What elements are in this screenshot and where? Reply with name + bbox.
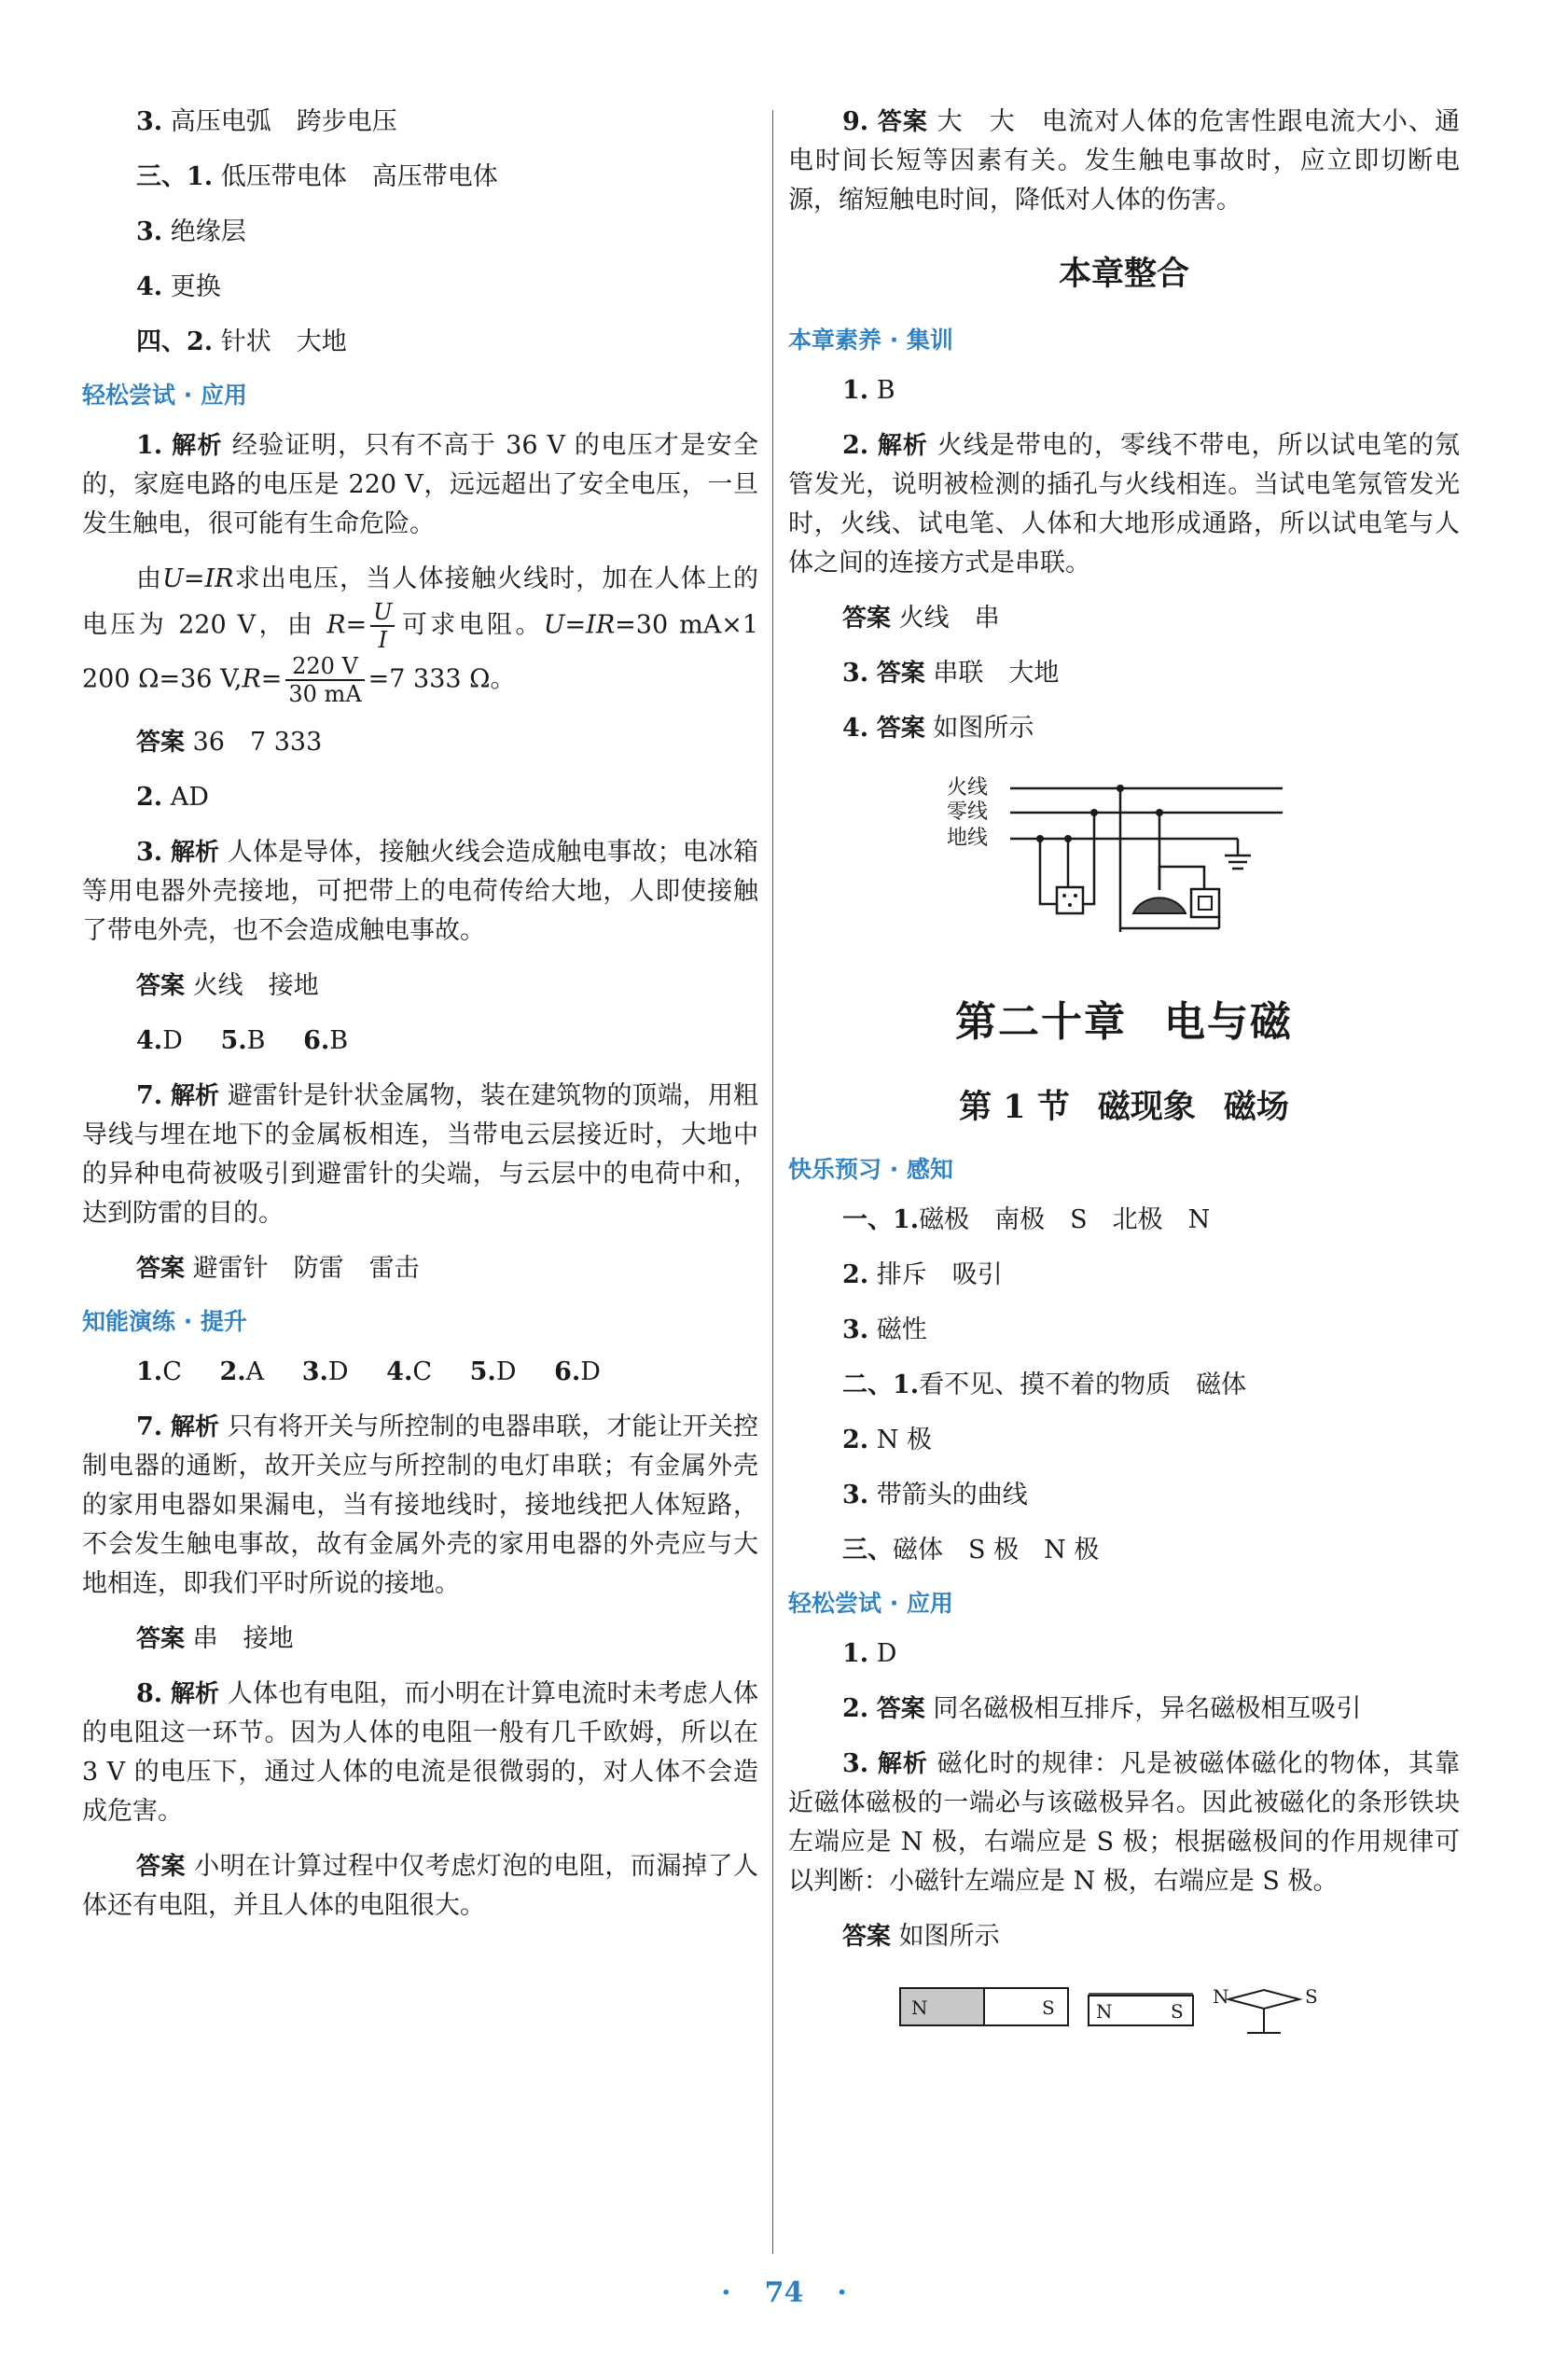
- socket: [1057, 887, 1083, 913]
- compass-needle-s-label: S: [1305, 1985, 1318, 2008]
- left-column: [82, 103, 758, 1941]
- page-number: · 74 ·: [721, 2276, 847, 2309]
- dot-icon: ·: [837, 2276, 847, 2309]
- section-heading: 本章素养 · 集训: [788, 327, 953, 354]
- practice-8-analysis: 8. 解析 人体也有电阻，而小明在计算电流时未考虑人体的电阻这一环节。因为人体的电阻一般有几千欧姆，所以在 3 V 的电压下，通过人体的电流是很微弱的，对人体不会造成危害。: [82, 1679, 758, 1826]
- live-wire-label: 火线: [947, 776, 989, 800]
- section-heading: 快乐预习 · 感知: [788, 1156, 953, 1183]
- question-3-answer: 答案 火线 接地: [136, 971, 319, 1000]
- compass-needle-n-label: N: [1213, 1985, 1229, 2008]
- magnet-diagram: [891, 1975, 1357, 2040]
- summary-4-answer: 4. 答案 如图所示: [842, 714, 1034, 743]
- fraction-u-over-i: $\frac{U}{I}$: [370, 599, 395, 653]
- iron-block-n-label: N: [1096, 2000, 1113, 2023]
- practice-7-analysis: 7. 解析 只有将开关与所控制的电器串联，才能让开关控制电器的通断，故开关应与所控制的电灯串联；有金属外壳的家用电器如果漏电，当有接地线时，接地线把人体短路，不会发生触电事故，故有金属外壳的家用电器的外壳应与大地相连，即我们平时所说的接地。: [82, 1412, 758, 1598]
- summary-1-answer: 1. B: [842, 376, 895, 405]
- column-divider: [772, 110, 773, 2254]
- section-heading: 知能演练 · 提升: [82, 1308, 247, 1335]
- question-2-answer: 2. AD: [136, 783, 209, 812]
- practice-7-answer: 答案 串 接地: [136, 1624, 294, 1653]
- iron-block-s-label: S: [1171, 2000, 1184, 2023]
- answer-line: 四、2. 针状 大地: [136, 327, 347, 356]
- answer-line: 3. 高压电弧 跨步电压: [136, 107, 397, 136]
- exercise-1-answer: 1. D: [842, 1639, 897, 1668]
- summary-2-analysis: 2. 解析 火线是带电的，零线不带电，所以试电笔的氖管发光，说明被检测的插孔与火线相连。当试电笔氖管发光时，火线、试电笔、人体和大地形成通路，所以试电笔与人体之间的连接方式是串联。: [788, 431, 1460, 577]
- preview-answer: 一、1.磁极 南极 S 北极 N: [842, 1205, 1211, 1234]
- preview-answer: 3. 带箭头的曲线: [842, 1481, 1028, 1509]
- question-7-answer: 答案 避雷针 防雷 雷击: [136, 1254, 420, 1283]
- neutral-wire-label: 零线: [947, 800, 989, 824]
- ground-wire-label: 地线: [947, 827, 989, 850]
- switch: [1199, 897, 1212, 910]
- section-heading: 轻松尝试 · 应用: [82, 382, 247, 409]
- question-3-analysis: 3. 解析 人体是导体，接触火线会造成触电事故；电冰箱等用电器外壳接地，可把带上的电荷传给大地，人即使接触了带电外壳，也不会造成触电事故。: [82, 838, 758, 945]
- section-title: 第 1 节 磁现象 磁场: [959, 1088, 1289, 1126]
- multiple-choice-answers: 1.C 2.A 3.D 4.C 5.D 6.D: [136, 1357, 601, 1386]
- preview-answer: 2. 排斥 吸引: [842, 1260, 1003, 1289]
- answer-line: 3. 绝缘层: [136, 217, 246, 246]
- dot-icon: ·: [721, 2276, 731, 2309]
- lamp: [1133, 897, 1186, 913]
- preview-answer: 2. N 极: [842, 1426, 932, 1454]
- exercise-3-answer: 答案 如图所示: [842, 1922, 1000, 1951]
- household-circuit-diagram: [937, 764, 1311, 932]
- answer-line: 4. 更换: [136, 272, 221, 301]
- section-heading: 轻松尝试 · 应用: [788, 1590, 953, 1617]
- question-1-analysis: 1. 解析 经验证明，只有不高于 36 V 的电压才是安全的，家庭电路的电压是 220 V，远远超出了安全电压，一旦发生触电，很可能有生命危险。: [82, 431, 758, 538]
- questions-4-6-answers: 4.D 5.B 6.B: [136, 1026, 349, 1055]
- preview-answer: 三、磁体 S 极 N 极: [842, 1536, 1100, 1565]
- right-column: [788, 103, 1460, 2050]
- exercise-2-answer: 2. 答案 同名磁极相互排斥，异名磁极相互吸引: [842, 1694, 1362, 1723]
- compass-needle: [1228, 1990, 1299, 2009]
- question-7-analysis: 7. 解析 避雷针是针状金属物，装在建筑物的顶端，用粗导线与埋在地下的金属板相连，当带电云层接近时，大地中的异种电荷被吸引到避雷针的尖端，与云层中的电荷中和，达到防雷的目的。: [82, 1081, 758, 1228]
- exercise-3-analysis: 3. 解析 磁化时的规律：凡是被磁体磁化的物体，其靠近磁体磁极的一端必与该磁极异名。因此被磁化的条形铁块左端应是 N 极，右端应是 S 极；根据磁极间的作用规律可以判断：小磁针左端应是 N 极，右端应是 S 极。: [788, 1749, 1460, 1896]
- answer-line: 三、1. 低压带电体 高压带电体: [136, 162, 498, 191]
- preview-answer: 二、1.看不见、摸不着的物质 磁体: [842, 1370, 1247, 1399]
- practice-8-answer: 答案 小明在计算过程中仅考虑灯泡的电阻，而漏掉了人体还有电阻，并且人体的电阻很大。: [82, 1852, 758, 1920]
- summary-2-answer: 答案 火线 串: [842, 604, 1000, 633]
- question-1-calculation: 由U=IR求出电压，当人体接触火线时，加在人体上的电压为 220 V，由 R= $\frac{U}{I}$ 可求电阻。U=IR=30 mA×1 200 Ω=36 V,R= $\frac{220 V}{30 mA}$ =7 333 Ω。: [82, 564, 759, 707]
- summary-3-answer: 3. 答案 串联 大地: [842, 659, 1060, 688]
- chapter-summary-title: 本章整合: [1058, 256, 1189, 293]
- practice-9-answer: 9. 答案 大 大 电流对人体的危害性跟电流大小、通电时间长短等因素有关。发生触电事故时，应立即切断电源，缩短触电时间，降低对人体的伤害。: [788, 107, 1460, 215]
- question-1-answer: 答案 36 7 333: [136, 728, 323, 757]
- bar-magnet-south-half: [984, 1988, 1068, 2025]
- fraction-voltage-over-current: $\frac{220 V}{30 mA}$: [285, 653, 364, 707]
- bar-magnet-n-label: N: [911, 1996, 928, 2019]
- preview-answer: 3. 磁性: [842, 1315, 927, 1344]
- chapter-title: 第二十章 电与磁: [955, 998, 1293, 1046]
- bar-magnet-s-label: S: [1042, 1996, 1055, 2019]
